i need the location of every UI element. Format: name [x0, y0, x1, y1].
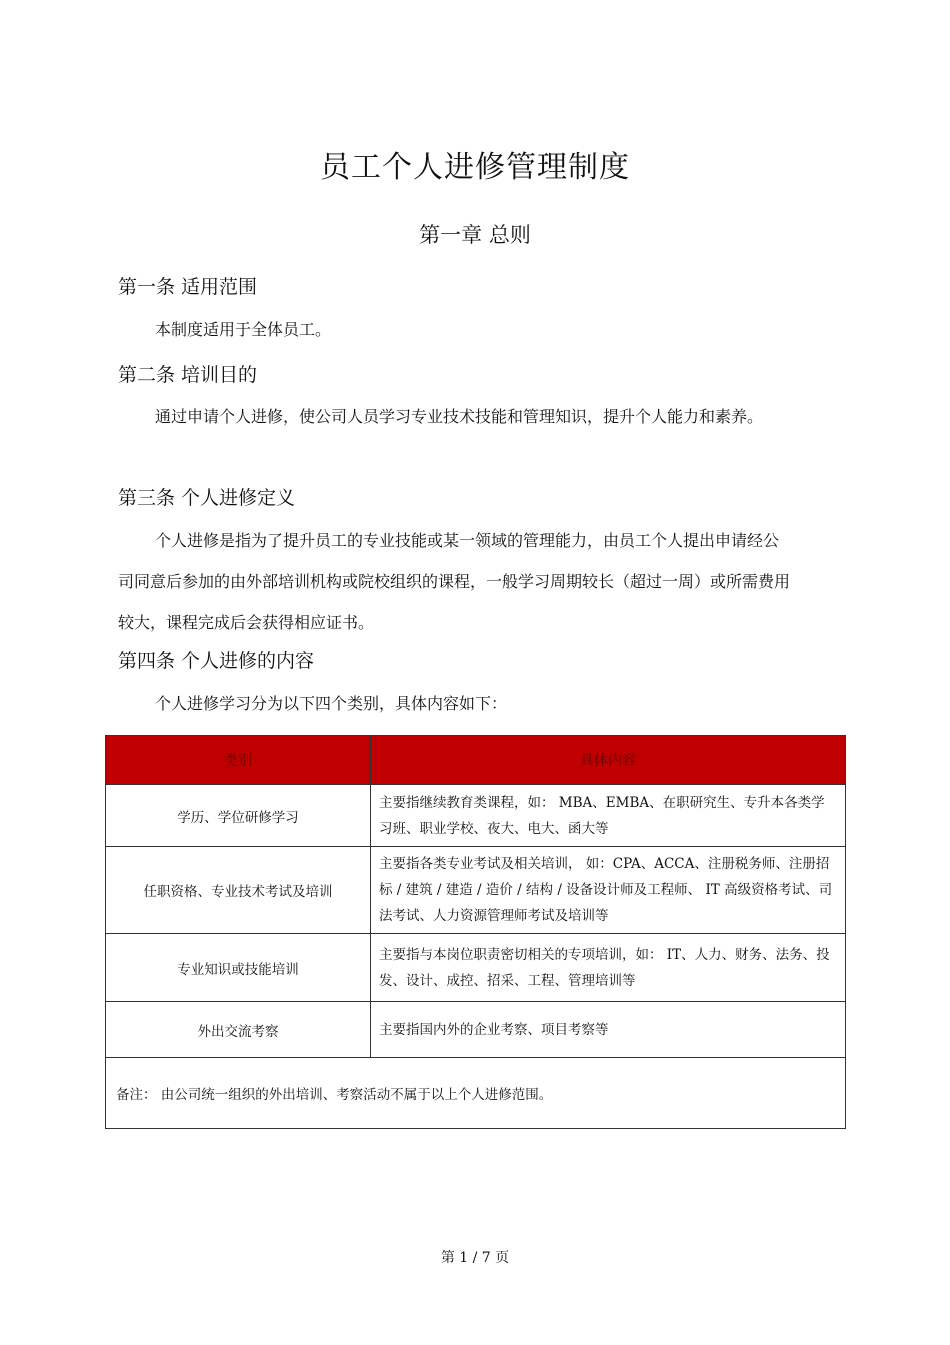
table-row: [106, 847, 846, 934]
table-header-content: 具体内容: [371, 736, 846, 785]
table-header-category: 类别: [106, 736, 371, 785]
chapter-heading: 第一章 总则: [419, 223, 531, 247]
article-3-body: 个人进修是指为了提升员工的专业技能或某一领域的管理能力，由员工个人提出申请经公司同意后参加的由外部培训机构或院校组织的课程，一般学习周期较长（超过一周）或所需费用较大，课程完成后会获得相应证书。: [118, 531, 791, 632]
training-categories-table: [105, 735, 846, 1129]
table-cell-category: 专业知识或技能培训: [106, 934, 371, 1002]
table-cell-category: 学历、学位研修学习: [106, 785, 371, 847]
page-number: 第 1 / 7 页: [440, 1250, 510, 1266]
table-cell-category: 外出交流考察: [106, 1002, 371, 1058]
article-1-body: 本制度适用于全体员工。: [155, 320, 332, 339]
document-title: 员工个人进修管理制度: [320, 150, 630, 185]
table-cell-content: 主要指继续教育类课程，如： MBA、EMBA、在职研究生、专升本各类学习班、职业学校、夜大、电大、函大等: [371, 785, 846, 847]
article-3-heading: 第三条 个人进修定义: [118, 487, 296, 509]
table-row: [106, 1002, 846, 1058]
article-2-body: 通过申请个人进修，使公司人员学习专业技术技能和管理知识，提升个人能力和素养。: [155, 407, 764, 426]
article-4-heading: 第四条 个人进修的内容: [118, 650, 315, 672]
table-cell-content: 主要指国内外的企业考察、项目考察等: [371, 1002, 846, 1058]
table-header-row: [106, 736, 846, 785]
table-row: [106, 934, 846, 1002]
table-cell-content: 主要指与本岗位职责密切相关的专项培训，如： IT、人力、财务、法务、投发、设计、成控、招采、工程、管理培训等: [371, 934, 846, 1002]
table-note: 备注： 由公司统一组织的外出培训、考察活动不属于以上个人进修范围。: [106, 1058, 846, 1129]
table-row: [106, 785, 846, 847]
article-4-body: 个人进修学习分为以下四个类别，具体内容如下：: [155, 694, 508, 713]
table-cell-content: 主要指各类专业考试及相关培训， 如：CPA、ACCA、注册税务师、注册招标 / 建筑 / 建造 / 造价 / 结构 / 设备设计师及工程师、 IT 高级资格考试、司法考试、人力资源管理师考试及培训等: [371, 847, 846, 934]
article-2-heading: 第二条 培训目的: [118, 364, 258, 386]
article-1-heading: 第一条 适用范围: [118, 276, 258, 298]
table-note-row: [106, 1058, 846, 1129]
table-cell-category: 任职资格、专业技术考试及培训: [106, 847, 371, 934]
